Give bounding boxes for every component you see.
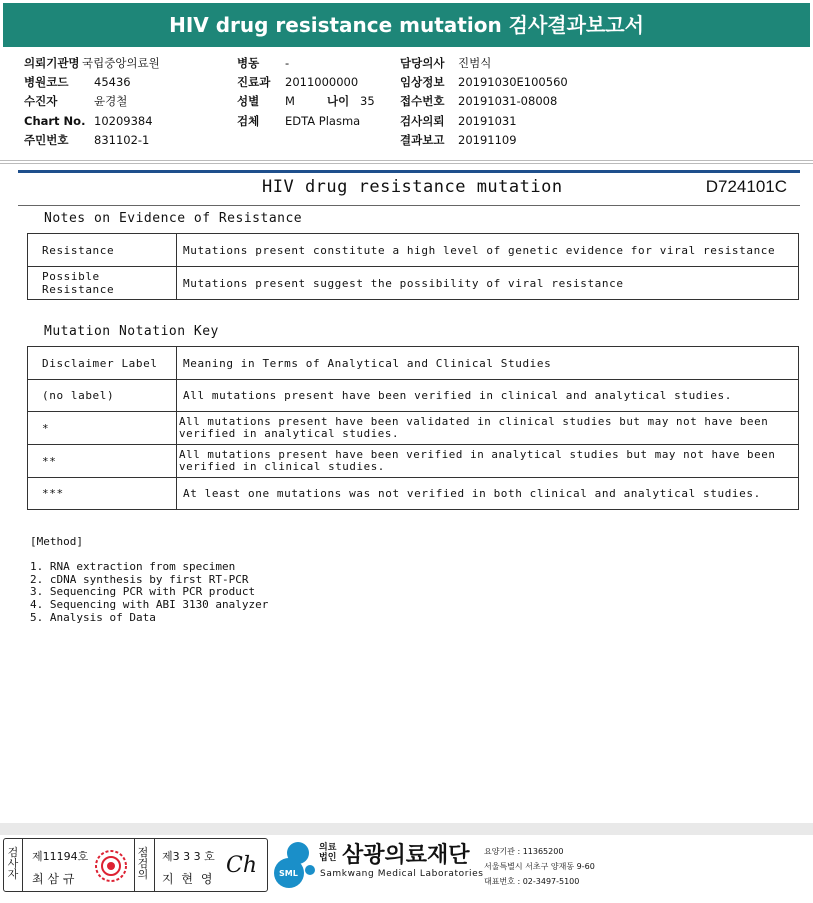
info-label: 병동 [237,56,260,70]
table-cell: Possible Resistance [28,267,177,300]
table-cell: *** [28,478,177,510]
info-value: 20191031-08008 [458,94,558,108]
info-label: Chart No. [24,114,86,128]
info-value: - [285,56,290,70]
contact-line: 서울특별시 서초구 양재동 9-60 [484,862,595,871]
reviewer-label: 점검의 [137,846,149,881]
info-label: 임상정보 [400,75,445,89]
info-value: 35 [360,94,375,108]
divider [22,839,23,891]
notation-heading: Mutation Notation Key [44,324,219,339]
info-label: 병원코드 [24,75,69,89]
info-value: 20191109 [458,133,517,147]
method-section [30,536,268,625]
table-cell: * [28,412,177,445]
document-code: D724101C [705,177,787,196]
org-english-name: Samkwang Medical Laboratories [320,869,484,879]
table-cell: All mutations present have been validated in clinical studies but may not have been verified in analytical studies. [177,412,799,445]
info-value: 45436 [94,75,131,89]
reviewer-license: 제3 3 3 호 [162,850,215,863]
info-label: 의뢰기관명 [24,56,80,70]
notation-table [27,346,799,510]
divider [0,160,813,161]
info-label: 결과보고 [400,133,445,147]
table-cell: (no label) [28,380,177,412]
tester-name: 최 삼 규 [32,872,75,886]
table-row [28,478,799,510]
info-label: 성별 [237,94,260,108]
divider [18,205,800,206]
seal-stamp-icon [94,849,128,883]
table-row [28,267,799,300]
method-step: 2. cDNA synthesis by first RT-PCR [30,572,249,586]
org-type [319,843,336,863]
divider [154,839,155,891]
sml-logo-icon [272,840,316,890]
method-step: 4. Sequencing with ABI 3130 analyzer [30,598,269,612]
method-step: 1. RNA extraction from specimen [30,559,236,573]
org-name: 삼광의료재단 [342,843,470,868]
report-title: HIV drug resistance mutation 검사결과보고서 [3,3,810,47]
info-value: EDTA Plasma [285,114,361,128]
org-logo [272,838,602,892]
divider [0,163,813,164]
table-cell: All mutations present have been verified in analytical studies but may not have been verified in clinical studies. [177,445,799,478]
footer-band [0,823,813,835]
info-label: 수진자 [24,94,58,108]
table-row [28,380,799,412]
title-rule [18,170,800,173]
method-step: 3. Sequencing PCR with PCR product [30,585,256,599]
evidence-table [27,233,799,300]
info-value: 국립중앙의료원 [82,56,160,70]
method-heading: [Method] [30,535,83,548]
contact-line: 대표번호 : 02-3497-5100 [484,877,580,886]
info-value: 2011000000 [285,75,359,89]
table-cell: Meaning in Terms of Analytical and Clinical Studies [177,347,799,380]
info-label: 진료과 [237,75,271,89]
table-row [28,347,799,380]
info-value: 윤경철 [94,94,128,108]
method-step: 5. Analysis of Data [30,610,156,624]
tester-label: 검사자 [7,846,19,881]
info-value: 831102-1 [94,133,150,147]
org-contact [484,844,595,889]
table-cell: Disclaimer Label [28,347,177,380]
info-label: 담당의사 [400,56,445,70]
info-label: 검체 [237,114,260,128]
info-label: 접수번호 [400,94,445,108]
signature-box [3,838,268,892]
table-cell: Resistance [28,234,177,267]
info-value: M [285,94,295,108]
info-value: 20191031 [458,114,517,128]
document-title: HIV drug resistance mutation [262,177,563,197]
info-label: 검사의뢰 [400,114,445,128]
info-value: 20191030E100560 [458,75,568,89]
info-label: 주민번호 [24,133,69,147]
table-cell: At least one mutations was not verified in both clinical and analytical studies. [177,478,799,510]
table-row [28,445,799,478]
logo-text: SML [279,869,298,878]
reviewer-name: 지 현 영 [162,872,215,886]
org-type-line: 의료 [319,843,337,853]
table-cell: Mutations present constitute a high level of genetic evidence for viral resistance [177,234,799,267]
divider [134,839,135,891]
patient-info [0,54,813,154]
table-cell: Mutations present suggest the possibility of viral resistance [177,267,799,300]
table-row [28,234,799,267]
signature: Ch [226,853,258,878]
tester-license: 제11194호 [32,850,89,863]
table-row [28,412,799,445]
info-value: 진범식 [458,56,492,70]
evidence-heading: Notes on Evidence of Resistance [44,211,303,226]
table-cell: ** [28,445,177,478]
info-label: 나이 [327,94,350,108]
info-value: 10209384 [94,114,153,128]
org-type-line: 법인 [319,853,337,863]
table-cell: All mutations present have been verified in clinical and analytical studies. [177,380,799,412]
contact-line: 요양기관 : 11365200 [484,847,564,856]
